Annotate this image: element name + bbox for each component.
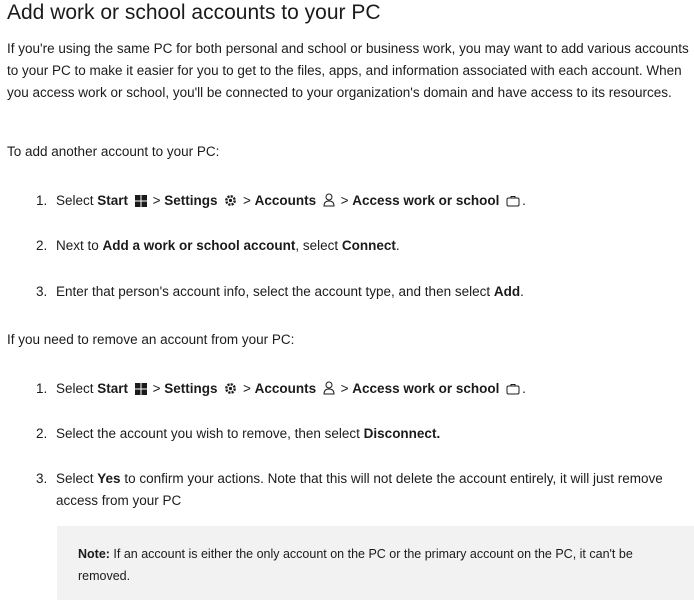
step-text: Select Start > Settings > Accounts > Access work or school . [56,381,526,396]
settings-label: Settings [164,381,218,396]
windows-start-icon [135,195,147,207]
access-work-school-label: Access work or school [352,381,500,396]
remove-step-1 [36,378,676,400]
page-title: Add work or school accounts to your PC [7,1,381,24]
note-text: Note: If an account is either the only account on the PC or the primary account on the PC, it can't be removed. [78,547,633,583]
settings-gear-icon [224,382,237,395]
step-text: Select Yes to confirm your actions. Note that this will not delete the account entirely, it will just remove access from your PC [56,471,663,508]
person-icon [323,193,335,207]
person-icon [323,381,335,395]
step-number: 3. [36,284,48,299]
step-number: 2. [36,426,48,441]
step-text: Next to Add a work or school account, select Connect. [56,238,400,253]
note-box [57,526,694,600]
step-number: 1. [36,193,48,208]
intro-paragraph: If you're using the same PC for both personal and school or business work, you may want to add various accounts to your PC to make it easier for you to get to the files, apps, and information associated with each account. When you access work or school, you'll be connected to your organization's domain and have access to its resources. [7,41,689,100]
settings-gear-icon [224,194,237,207]
add-step-3 [36,281,676,303]
add-step-2 [36,235,676,257]
step-number: 1. [36,381,48,396]
accounts-label: Accounts [254,193,317,208]
step-text: Select the account you wish to remove, then select Disconnect. [56,426,441,441]
remove-step-3 [36,468,676,508]
step-text: Select Start > Settings > Accounts > Access work or school . [56,193,526,208]
note-label: Note: [78,547,110,561]
remove-account-lead: If you need to remove an account from your PC: [7,332,295,347]
start-label: Start [97,381,129,396]
briefcase-icon [506,383,520,395]
accounts-label: Accounts [254,381,317,396]
windows-start-icon [135,383,147,395]
step-number: 3. [36,471,48,486]
step-text: Enter that person's account info, select the account type, and then select Add. [56,284,524,299]
add-account-lead: To add another account to your PC: [7,144,220,159]
access-work-school-label: Access work or school [352,193,500,208]
settings-label: Settings [164,193,218,208]
briefcase-icon [506,195,520,207]
remove-step-2 [36,423,676,445]
step-number: 2. [36,238,48,253]
start-label: Start [97,193,129,208]
add-step-1 [36,190,676,212]
